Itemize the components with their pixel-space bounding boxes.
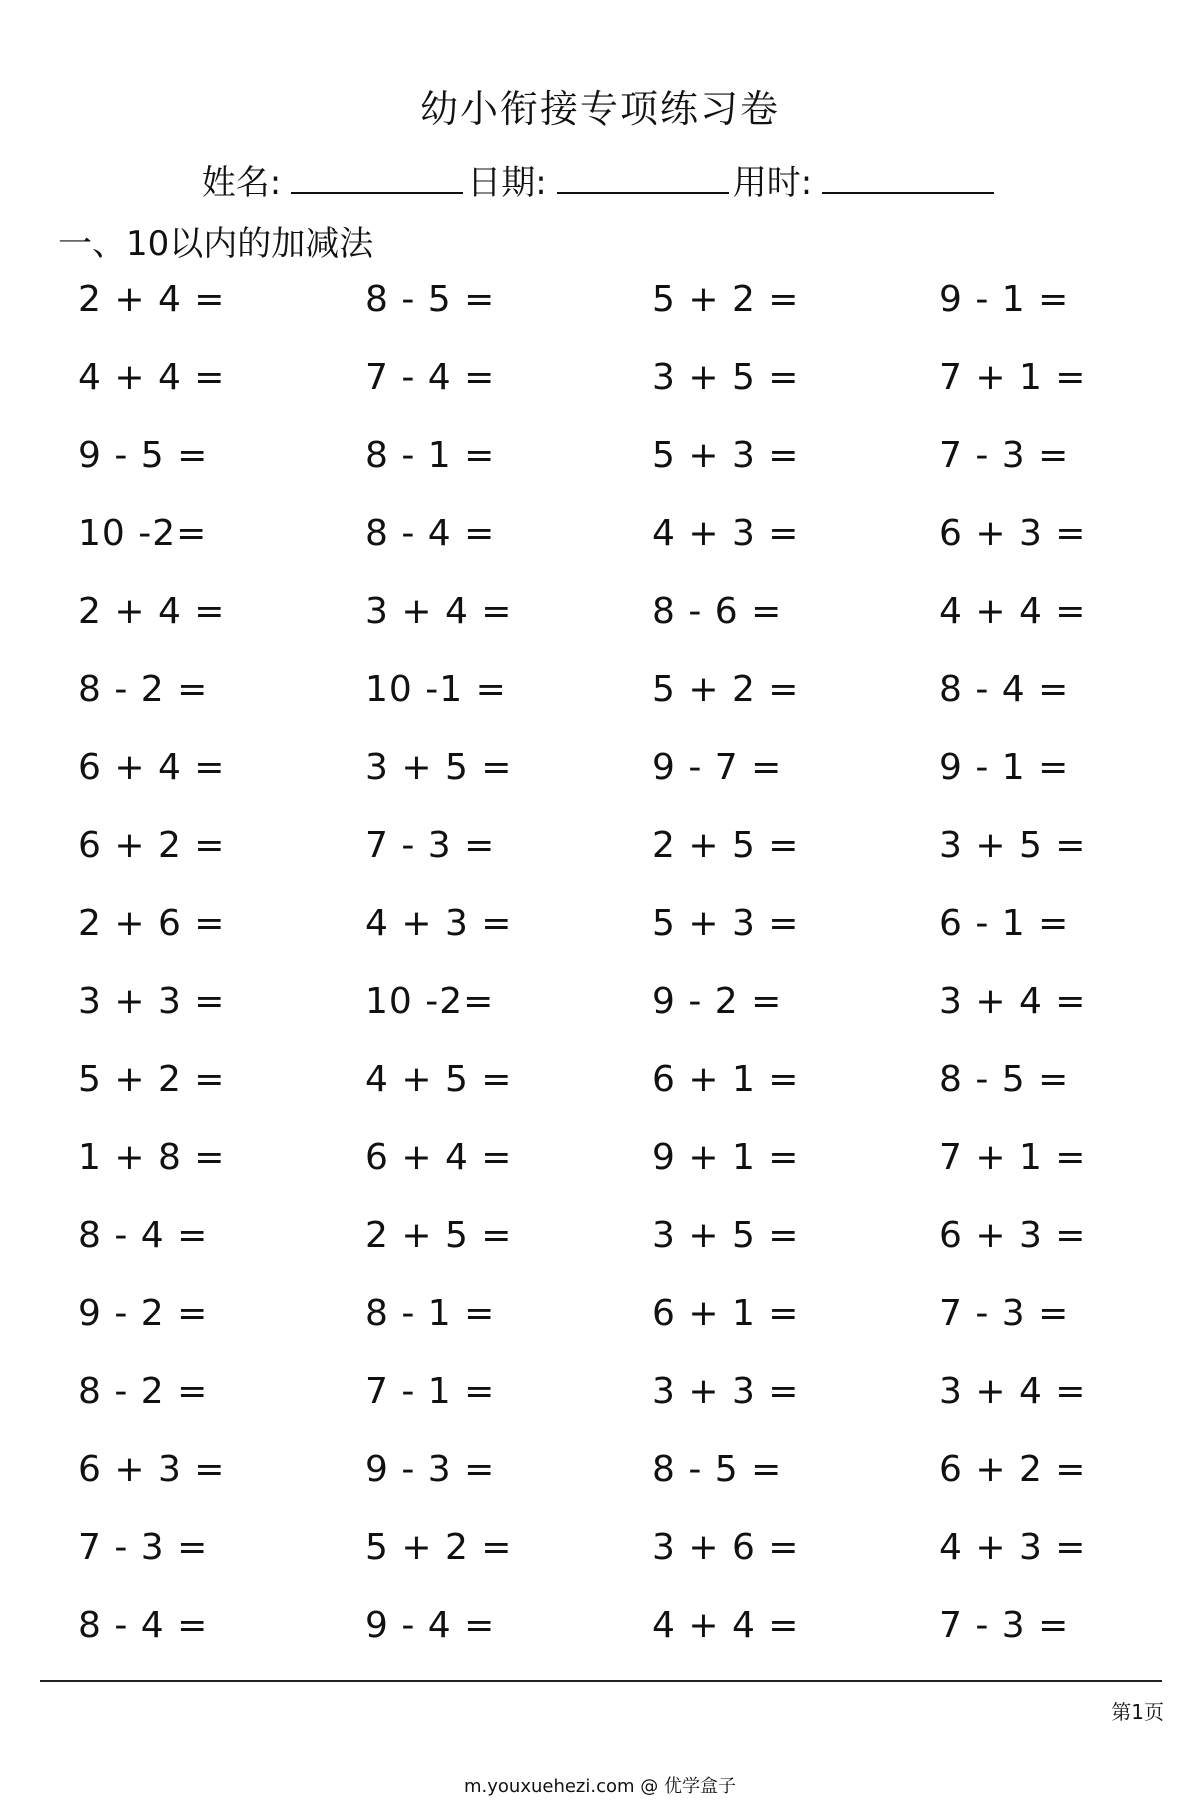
- math-problem: 5 + 2 =: [652, 279, 800, 320]
- math-problem: 6 + 3 =: [78, 1449, 226, 1490]
- problem-grid: [78, 270, 1200, 1674]
- math-problem: 6 + 2 =: [939, 1449, 1087, 1490]
- math-problem: 7 - 3 =: [939, 435, 1070, 476]
- math-problem: 5 + 3 =: [652, 903, 800, 944]
- math-problem: 2 + 4 =: [78, 591, 226, 632]
- math-problem: 5 + 3 =: [652, 435, 800, 476]
- math-problem: 8 - 5 =: [939, 1059, 1070, 1100]
- math-problem: 8 - 1 =: [365, 1293, 496, 1334]
- name-label: 姓名:: [201, 163, 282, 203]
- math-problem: 8 - 4 =: [939, 669, 1070, 710]
- math-problem: 7 - 3 =: [939, 1605, 1070, 1646]
- math-problem: 8 - 5 =: [365, 279, 496, 320]
- math-problem: 2 + 5 =: [365, 1215, 513, 1256]
- math-problem: 4 + 5 =: [365, 1059, 513, 1100]
- math-problem: 8 - 5 =: [652, 1449, 783, 1490]
- math-problem: 1 + 8 =: [78, 1137, 226, 1178]
- time-label: 用时:: [732, 163, 813, 203]
- math-problem: 5 + 2 =: [365, 1527, 513, 1568]
- math-problem: 7 + 1 =: [939, 1137, 1087, 1178]
- footer-credit: m.youxuehezi.com @ 优学盒子: [463, 1776, 736, 1797]
- math-problem: 3 + 6 =: [652, 1527, 800, 1568]
- math-problem: 8 - 4 =: [78, 1215, 209, 1256]
- math-problem: 8 - 2 =: [78, 669, 209, 710]
- math-problem: 4 + 4 =: [78, 357, 226, 398]
- math-problem: 3 + 5 =: [652, 1215, 800, 1256]
- page-number: 第1页: [1111, 1700, 1164, 1724]
- student-info-line: [0, 155, 1200, 204]
- math-problem: 6 + 1 =: [652, 1059, 800, 1100]
- math-problem: 6 + 3 =: [939, 1215, 1087, 1256]
- math-problem: 2 + 4 =: [78, 279, 226, 320]
- math-problem: 2 + 5 =: [652, 825, 800, 866]
- time-blank[interactable]: [822, 164, 994, 194]
- math-problem: 8 - 6 =: [652, 591, 783, 632]
- math-problem: 3 + 4 =: [939, 1371, 1087, 1412]
- math-problem: 7 - 3 =: [78, 1527, 209, 1568]
- math-problem: 8 - 4 =: [365, 513, 496, 554]
- math-problem: 3 + 5 =: [939, 825, 1087, 866]
- math-problem: 4 + 3 =: [939, 1527, 1087, 1568]
- math-problem: 6 + 1 =: [652, 1293, 800, 1334]
- math-problem: 4 + 4 =: [939, 591, 1087, 632]
- math-problem: 9 - 4 =: [365, 1605, 496, 1646]
- math-problem: 9 - 7 =: [652, 747, 783, 788]
- math-problem: 4 + 3 =: [365, 903, 513, 944]
- math-problem: 6 + 2 =: [78, 825, 226, 866]
- math-problem: 2 + 6 =: [78, 903, 226, 944]
- math-problem: 3 + 3 =: [652, 1371, 800, 1412]
- math-problem: 3 + 4 =: [365, 591, 513, 632]
- name-blank[interactable]: [291, 164, 463, 194]
- math-problem: 10 -1 =: [365, 669, 507, 710]
- math-problem: 9 - 1 =: [939, 279, 1070, 320]
- math-problem: 9 - 2 =: [78, 1293, 209, 1334]
- math-problem: 7 - 1 =: [365, 1371, 496, 1412]
- math-problem: 8 - 4 =: [78, 1605, 209, 1646]
- math-problem: 4 + 3 =: [652, 513, 800, 554]
- math-problem: 9 + 1 =: [652, 1137, 800, 1178]
- math-problem: 7 + 1 =: [939, 357, 1087, 398]
- math-problem: 8 - 1 =: [365, 435, 496, 476]
- math-problem: 9 - 3 =: [365, 1449, 496, 1490]
- math-problem: 6 + 4 =: [78, 747, 226, 788]
- math-problem: 9 - 1 =: [939, 747, 1070, 788]
- math-problem: 5 + 2 =: [652, 669, 800, 710]
- math-problem: 3 + 5 =: [652, 357, 800, 398]
- math-problem: 3 + 5 =: [365, 747, 513, 788]
- math-problem: 9 - 5 =: [78, 435, 209, 476]
- math-problem: 3 + 4 =: [939, 981, 1087, 1022]
- math-problem: 4 + 4 =: [652, 1605, 800, 1646]
- math-problem: 6 + 4 =: [365, 1137, 513, 1178]
- math-problem: 3 + 3 =: [78, 981, 226, 1022]
- date-blank[interactable]: [557, 164, 729, 194]
- math-problem: 5 + 2 =: [78, 1059, 226, 1100]
- math-problem: 10 -2=: [78, 513, 208, 554]
- math-problem: 6 - 1 =: [939, 903, 1070, 944]
- math-problem: 7 - 3 =: [939, 1293, 1070, 1334]
- math-problem: 7 - 4 =: [365, 357, 496, 398]
- math-problem: 8 - 2 =: [78, 1371, 209, 1412]
- section-title: 一、10以内的加减法: [58, 224, 374, 264]
- footer-divider: [40, 1680, 1162, 1682]
- math-problem: 10 -2=: [365, 981, 495, 1022]
- math-problem: 6 + 3 =: [939, 513, 1087, 554]
- worksheet-title: 幼小衔接专项练习卷: [419, 87, 780, 131]
- math-problem: 7 - 3 =: [365, 825, 496, 866]
- date-label: 日期:: [467, 163, 547, 203]
- math-problem: 9 - 2 =: [652, 981, 783, 1022]
